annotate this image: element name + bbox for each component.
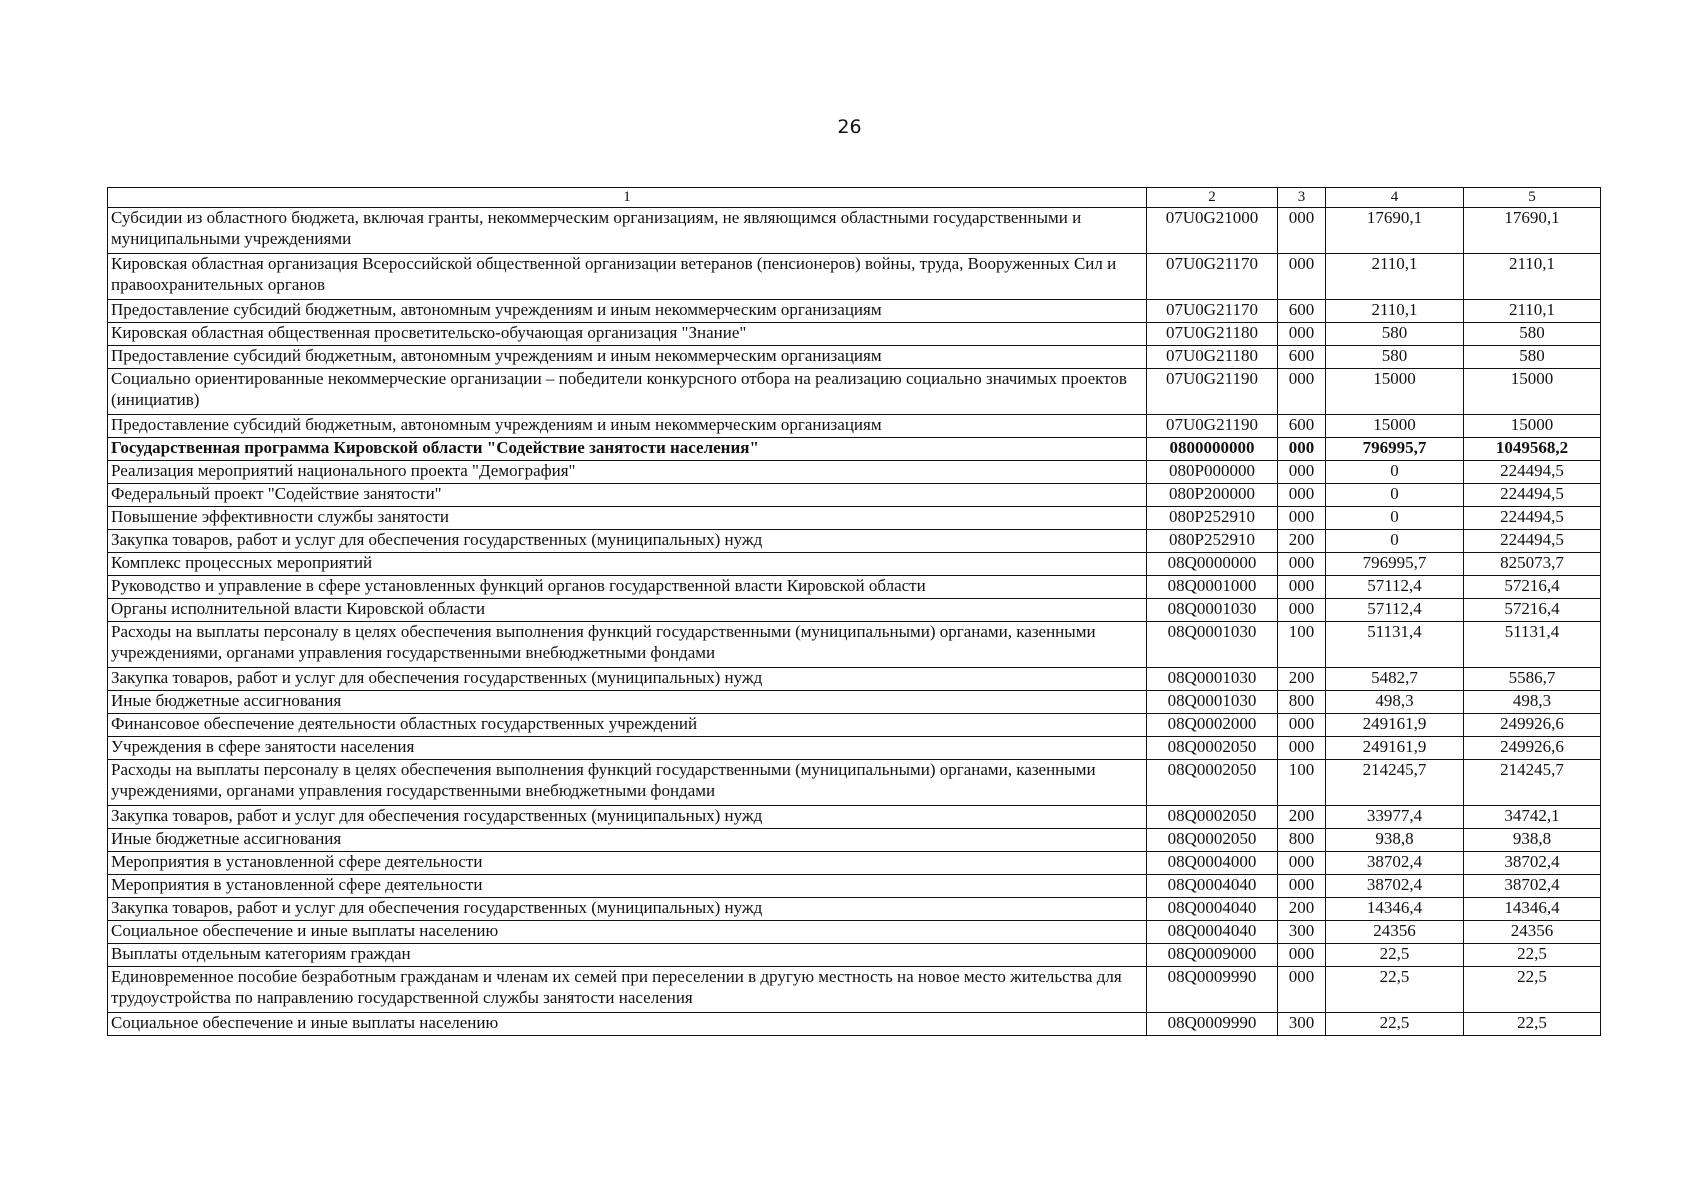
row-amount-year2-cell: 15000 [1464,415,1601,438]
row-amount-year1-cell: 796995,7 [1326,553,1464,576]
row-expense-type-cell: 300 [1278,1013,1326,1036]
row-name-cell: Реализация мероприятий национального проекта "Демография" [108,461,1147,484]
row-code-cell: 08Q0009990 [1147,1013,1278,1036]
row-expense-type-cell: 000 [1278,484,1326,507]
table-row [108,507,1601,530]
row-amount-year1-cell: 580 [1326,346,1464,369]
row-amount-year1-cell: 0 [1326,530,1464,553]
row-code-cell: 08Q0004000 [1147,852,1278,875]
table-row [108,921,1601,944]
table-row [108,438,1601,461]
row-name-cell: Руководство и управление в сфере установленных функций органов государственной власти Кировской области [108,576,1147,599]
row-amount-year2-cell: 24356 [1464,921,1601,944]
table-row [108,208,1601,254]
row-expense-type-cell: 100 [1278,760,1326,806]
row-amount-year1-cell: 796995,7 [1326,438,1464,461]
row-amount-year2-cell: 38702,4 [1464,852,1601,875]
row-amount-year1-cell: 22,5 [1326,1013,1464,1036]
table-row [108,415,1601,438]
column-header-4: 4 [1326,188,1464,208]
row-amount-year2-cell: 249926,6 [1464,737,1601,760]
row-name-cell: Учреждения в сфере занятости населения [108,737,1147,760]
row-amount-year2-cell: 51131,4 [1464,622,1601,668]
row-code-cell: 08Q0001030 [1147,599,1278,622]
row-name-cell: Расходы на выплаты персоналу в целях обеспечения выполнения функций государственными (муниципальными) органами, казенными учреждениями, органами управления государственными внебюджетными фондами [108,622,1147,668]
row-amount-year2-cell: 580 [1464,323,1601,346]
row-amount-year1-cell: 57112,4 [1326,599,1464,622]
row-name-cell: Предоставление субсидий бюджетным, автономным учреждениям и иным некоммерческим организациям [108,415,1147,438]
row-expense-type-cell: 800 [1278,691,1326,714]
row-name-cell: Кировская областная общественная просветительско-обучающая организация "Знание" [108,323,1147,346]
table-row [108,967,1601,1013]
row-expense-type-cell: 200 [1278,668,1326,691]
row-amount-year2-cell: 14346,4 [1464,898,1601,921]
column-header-1: 1 [108,188,1147,208]
row-code-cell: 08Q0001030 [1147,691,1278,714]
table-row [108,829,1601,852]
row-code-cell: 07U0G21180 [1147,346,1278,369]
row-expense-type-cell: 000 [1278,852,1326,875]
row-name-cell: Федеральный проект "Содействие занятости" [108,484,1147,507]
table-row [108,254,1601,300]
row-code-cell: 07U0G21170 [1147,254,1278,300]
row-code-cell: 08Q0002050 [1147,760,1278,806]
row-code-cell: 08Q0009000 [1147,944,1278,967]
row-name-cell: Закупка товаров, работ и услуг для обеспечения государственных (муниципальных) нужд [108,530,1147,553]
table-row [108,346,1601,369]
table-row [108,760,1601,806]
row-expense-type-cell: 000 [1278,553,1326,576]
row-expense-type-cell: 000 [1278,507,1326,530]
row-name-cell: Финансовое обеспечение деятельности областных государственных учреждений [108,714,1147,737]
table-row [108,875,1601,898]
row-amount-year1-cell: 22,5 [1326,967,1464,1013]
table-row [108,852,1601,875]
row-amount-year1-cell: 249161,9 [1326,737,1464,760]
row-amount-year1-cell: 38702,4 [1326,852,1464,875]
row-expense-type-cell: 000 [1278,599,1326,622]
row-amount-year2-cell: 224494,5 [1464,461,1601,484]
row-code-cell: 08Q0000000 [1147,553,1278,576]
row-code-cell: 07U0G21190 [1147,369,1278,415]
row-amount-year2-cell: 57216,4 [1464,576,1601,599]
row-code-cell: 08Q0001000 [1147,576,1278,599]
row-amount-year2-cell: 22,5 [1464,1013,1601,1036]
row-code-cell: 080P252910 [1147,530,1278,553]
row-amount-year2-cell: 224494,5 [1464,507,1601,530]
row-name-cell: Комплекс процессных мероприятий [108,553,1147,576]
row-amount-year2-cell: 825073,7 [1464,553,1601,576]
row-amount-year2-cell: 17690,1 [1464,208,1601,254]
row-amount-year1-cell: 5482,7 [1326,668,1464,691]
column-header-2: 2 [1147,188,1278,208]
row-amount-year1-cell: 214245,7 [1326,760,1464,806]
row-amount-year2-cell: 5586,7 [1464,668,1601,691]
table-row [108,944,1601,967]
row-name-cell: Иные бюджетные ассигнования [108,829,1147,852]
row-amount-year1-cell: 0 [1326,507,1464,530]
row-name-cell: Субсидии из областного бюджета, включая гранты, некоммерческим организациям, не являющимся областными государственными и муниципальными учреждениями [108,208,1147,254]
row-expense-type-cell: 000 [1278,737,1326,760]
row-expense-type-cell: 600 [1278,300,1326,323]
row-expense-type-cell: 200 [1278,806,1326,829]
row-expense-type-cell: 000 [1278,944,1326,967]
row-expense-type-cell: 200 [1278,898,1326,921]
column-number-row [108,188,1601,208]
row-name-cell: Закупка товаров, работ и услуг для обеспечения государственных (муниципальных) нужд [108,806,1147,829]
row-expense-type-cell: 000 [1278,461,1326,484]
row-code-cell: 08Q0001030 [1147,668,1278,691]
row-name-cell: Социальное обеспечение и иные выплаты населению [108,921,1147,944]
row-amount-year2-cell: 224494,5 [1464,484,1601,507]
row-name-cell: Мероприятия в установленной сфере деятельности [108,875,1147,898]
row-code-cell: 07U0G21170 [1147,300,1278,323]
row-amount-year2-cell: 1049568,2 [1464,438,1601,461]
row-amount-year1-cell: 24356 [1326,921,1464,944]
row-amount-year1-cell: 0 [1326,484,1464,507]
row-amount-year2-cell: 38702,4 [1464,875,1601,898]
row-expense-type-cell: 000 [1278,875,1326,898]
row-amount-year1-cell: 57112,4 [1326,576,1464,599]
budget-table [107,187,1601,1036]
table-row [108,1013,1601,1036]
row-expense-type-cell: 000 [1278,369,1326,415]
row-code-cell: 08Q0004040 [1147,898,1278,921]
row-name-cell: Предоставление субсидий бюджетным, автономным учреждениям и иным некоммерческим организациям [108,346,1147,369]
row-name-cell: Закупка товаров, работ и услуг для обеспечения государственных (муниципальных) нужд [108,668,1147,691]
table-row [108,369,1601,415]
row-code-cell: 07U0G21000 [1147,208,1278,254]
row-amount-year2-cell: 2110,1 [1464,300,1601,323]
row-amount-year1-cell: 15000 [1326,369,1464,415]
row-expense-type-cell: 300 [1278,921,1326,944]
row-amount-year2-cell: 34742,1 [1464,806,1601,829]
row-amount-year2-cell: 22,5 [1464,967,1601,1013]
row-expense-type-cell: 100 [1278,622,1326,668]
row-code-cell: 07U0G21190 [1147,415,1278,438]
row-code-cell: 080P200000 [1147,484,1278,507]
row-name-cell: Повышение эффективности службы занятости [108,507,1147,530]
row-expense-type-cell: 800 [1278,829,1326,852]
table-row [108,300,1601,323]
row-amount-year2-cell: 214245,7 [1464,760,1601,806]
row-expense-type-cell: 000 [1278,208,1326,254]
row-name-cell: Органы исполнительной власти Кировской области [108,599,1147,622]
row-code-cell: 0800000000 [1147,438,1278,461]
column-header-5: 5 [1464,188,1601,208]
row-amount-year2-cell: 57216,4 [1464,599,1601,622]
row-amount-year1-cell: 17690,1 [1326,208,1464,254]
row-name-cell: Государственная программа Кировской области "Содействие занятости населения" [108,438,1147,461]
table-body [108,208,1601,1036]
row-amount-year1-cell: 38702,4 [1326,875,1464,898]
row-amount-year2-cell: 249926,6 [1464,714,1601,737]
row-expense-type-cell: 000 [1278,967,1326,1013]
row-amount-year1-cell: 498,3 [1326,691,1464,714]
row-amount-year1-cell: 580 [1326,323,1464,346]
row-code-cell: 08Q0002050 [1147,829,1278,852]
row-expense-type-cell: 000 [1278,438,1326,461]
row-code-cell: 080P252910 [1147,507,1278,530]
row-name-cell: Социальное обеспечение и иные выплаты населению [108,1013,1147,1036]
table-row [108,599,1601,622]
row-amount-year1-cell: 0 [1326,461,1464,484]
row-name-cell: Расходы на выплаты персоналу в целях обеспечения выполнения функций государственными (муниципальными) органами, казенными учреждениями, органами управления государственными внебюджетными фондами [108,760,1147,806]
row-expense-type-cell: 000 [1278,714,1326,737]
table-row [108,714,1601,737]
row-amount-year1-cell: 2110,1 [1326,300,1464,323]
page-number: 26 [837,116,862,138]
row-amount-year1-cell: 22,5 [1326,944,1464,967]
row-code-cell: 07U0G21180 [1147,323,1278,346]
row-code-cell: 08Q0002050 [1147,806,1278,829]
table-row [108,484,1601,507]
row-expense-type-cell: 000 [1278,576,1326,599]
table-row [108,898,1601,921]
table-row [108,668,1601,691]
row-amount-year1-cell: 249161,9 [1326,714,1464,737]
table-row [108,576,1601,599]
row-amount-year2-cell: 15000 [1464,369,1601,415]
row-code-cell: 08Q0002050 [1147,737,1278,760]
row-amount-year1-cell: 2110,1 [1326,254,1464,300]
row-code-cell: 08Q0001030 [1147,622,1278,668]
row-expense-type-cell: 600 [1278,415,1326,438]
table-row [108,461,1601,484]
row-code-cell: 08Q0002000 [1147,714,1278,737]
row-code-cell: 08Q0004040 [1147,921,1278,944]
row-expense-type-cell: 000 [1278,323,1326,346]
row-name-cell: Выплаты отдельным категориям граждан [108,944,1147,967]
row-name-cell: Иные бюджетные ассигнования [108,691,1147,714]
table-row [108,553,1601,576]
row-amount-year2-cell: 224494,5 [1464,530,1601,553]
row-amount-year2-cell: 22,5 [1464,944,1601,967]
row-amount-year1-cell: 51131,4 [1326,622,1464,668]
row-code-cell: 080P000000 [1147,461,1278,484]
row-amount-year2-cell: 580 [1464,346,1601,369]
row-amount-year2-cell: 498,3 [1464,691,1601,714]
row-amount-year1-cell: 938,8 [1326,829,1464,852]
table-row [108,530,1601,553]
row-code-cell: 08Q0004040 [1147,875,1278,898]
row-expense-type-cell: 200 [1278,530,1326,553]
row-name-cell: Социально ориентированные некоммерческие организации – победители конкурсного отбора на реализацию социально значимых проектов (инициатив) [108,369,1147,415]
row-name-cell: Единовременное пособие безработным гражданам и членам их семей при переселении в другую местность на новое место жительства для трудоустройства по направлению государственной службы занятости населения [108,967,1147,1013]
row-expense-type-cell: 600 [1278,346,1326,369]
row-amount-year2-cell: 938,8 [1464,829,1601,852]
row-name-cell: Закупка товаров, работ и услуг для обеспечения государственных (муниципальных) нужд [108,898,1147,921]
table-row [108,323,1601,346]
row-name-cell: Мероприятия в установленной сфере деятельности [108,852,1147,875]
table-row [108,737,1601,760]
row-amount-year1-cell: 15000 [1326,415,1464,438]
table-row [108,622,1601,668]
row-amount-year1-cell: 14346,4 [1326,898,1464,921]
row-name-cell: Кировская областная организация Всероссийской общественной организации ветеранов (пенсионеров) войны, труда, Вооруженных Сил и правоохранительных органов [108,254,1147,300]
row-code-cell: 08Q0009990 [1147,967,1278,1013]
row-amount-year2-cell: 2110,1 [1464,254,1601,300]
row-name-cell: Предоставление субсидий бюджетным, автономным учреждениям и иным некоммерческим организациям [108,300,1147,323]
table-row [108,806,1601,829]
column-header-3: 3 [1278,188,1326,208]
table-row [108,691,1601,714]
row-expense-type-cell: 000 [1278,254,1326,300]
row-amount-year1-cell: 33977,4 [1326,806,1464,829]
